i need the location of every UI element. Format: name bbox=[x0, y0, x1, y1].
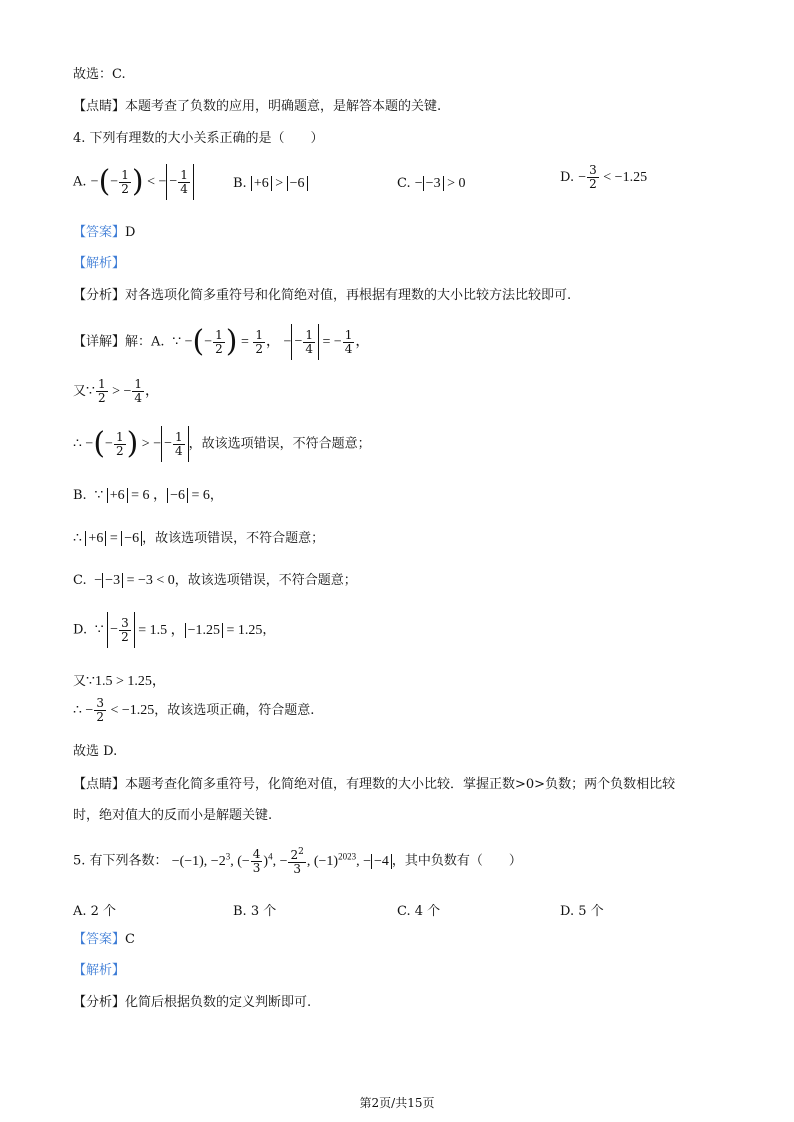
q5-option-d: D. 5 个 bbox=[560, 904, 604, 919]
fenxi-line: 【分析】对各选项化简多重符号和化简绝对值，再根据有理数的大小比较方法比较即可. bbox=[73, 288, 572, 303]
q5-option-a: A. 2 个 bbox=[73, 904, 117, 919]
option-d: D. − $\frac{3}{2}$ < −1.25 bbox=[560, 163, 648, 191]
c-line: C. − −3 = −3 < 0，故该选项错误，不符合题意； bbox=[73, 573, 357, 589]
d-line: D. ∵ − $\frac{3}{2}$ = 1.5 ， −1.25 = 1.25， bbox=[73, 612, 275, 648]
guxuan-line: 故选 D. bbox=[73, 744, 118, 759]
fenxi2-line: 【分析】化简后根据负数的定义判断即可. bbox=[73, 995, 312, 1010]
dianjing-line-2: 时，绝对值大的反而小是解题关键. bbox=[73, 808, 273, 823]
page-footer: 第2页/共15页 bbox=[359, 1096, 435, 1110]
you-line: 又∵ $\frac{1}{2}$ > − $\frac{1}{4}$ ， bbox=[73, 377, 160, 405]
question-5: 5. 有下列各数： −(−1), $-2^3$, (− $\frac{4}{3}$ )$^4$, − $\frac{2^2}{3}$ , $(-1)^{2023}$, − −4 ，其中负数有（ ） bbox=[73, 846, 522, 876]
option-b: B. +6 > −6 bbox=[233, 176, 308, 192]
text-line: 故选：C. bbox=[73, 67, 126, 82]
answer-line: 【答案】D bbox=[73, 225, 136, 240]
tag-dianjing: 【点睛】 bbox=[73, 99, 126, 114]
q5-option-b: B. 3 个 bbox=[233, 904, 277, 919]
text-line: 【点睛】本题考查了负数的应用，明确题意，是解答本题的关键. bbox=[73, 99, 442, 114]
suoyi-b-line: ∴ +6 = −6 ，故该选项错误，不符合题意； bbox=[73, 531, 325, 547]
jiexi2-tag: 【解析】 bbox=[73, 963, 126, 978]
option-a: A. −(− $\frac{1}{2}$ ) < − − $\frac{1}{4}$ bbox=[73, 164, 194, 200]
b-line: B. ∵ +6 = 6 ， −6 = 6， bbox=[73, 488, 223, 504]
option-c: C. − −3 > 0 bbox=[397, 176, 466, 192]
q5-option-c: C. 4 个 bbox=[397, 904, 441, 919]
question-4: 4. 下列有理数的大小关系正确的是（ ） bbox=[73, 131, 324, 146]
answer2-line: 【答案】C bbox=[73, 932, 135, 947]
suoyi-d-line: ∴ − $\frac{3}{2}$ < −1.25，故该选项正确，符合题意. bbox=[73, 696, 315, 724]
you2-line: 又∵1.5 > 1.25， bbox=[73, 674, 166, 689]
jiexi-tag: 【解析】 bbox=[73, 256, 126, 271]
xiangjie-line: 【详解】解：A. ∵ −(− $\frac{1}{2}$ ) = $\frac{1}{2}$ ， − − $\frac{1}{4}$ = − $\frac{1}{4}$ ， bbox=[73, 324, 370, 359]
suoyi-a-line: ∴ −(− $\frac{1}{2}$ ) > − − $\frac{1}{4}$ ，故该选项错误，不符合题意； bbox=[73, 426, 371, 461]
dianjing-line-1: 【点睛】本题考查化简多重符号，化简绝对值，有理数的大小比较．掌握正数>0>负数；两个负数相比较 bbox=[73, 777, 676, 792]
